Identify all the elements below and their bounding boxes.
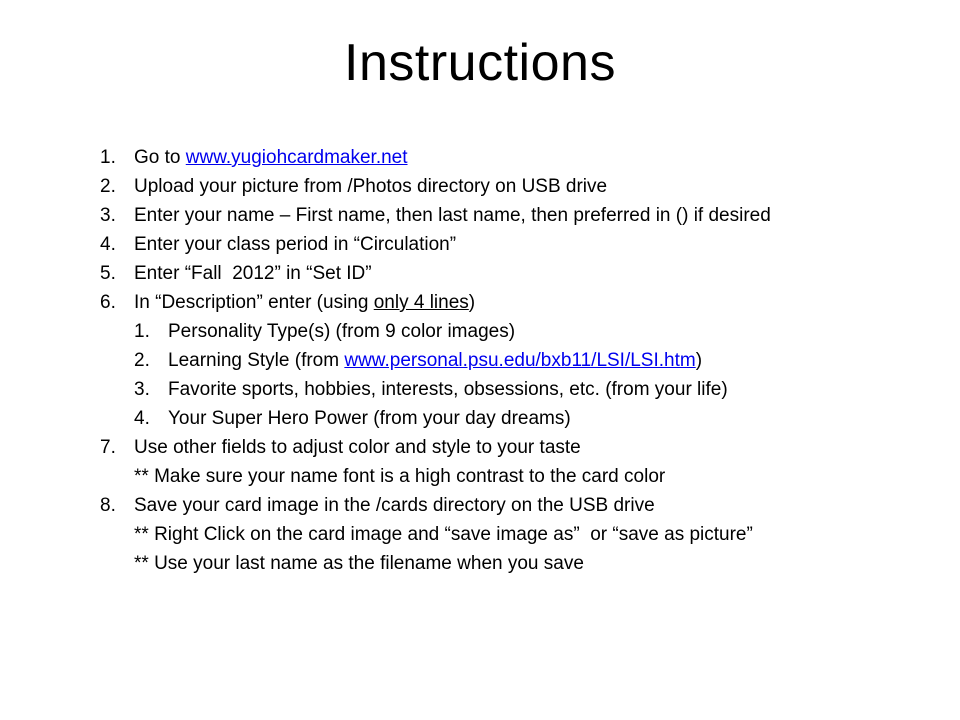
item-text-before: In “Description” enter (using — [134, 292, 374, 313]
subitem-text: Your Super Hero Power (from your day dreams) — [168, 408, 571, 429]
item-number: 1. — [100, 147, 116, 168]
item-number: 4. — [100, 234, 116, 255]
item-number: 3. — [100, 205, 116, 226]
list-item-6 — [100, 288, 900, 317]
list-item-1 — [100, 143, 900, 172]
subitem-number: 4. — [134, 408, 150, 429]
item-text — [100, 143, 900, 172]
slide-title: Instructions — [344, 34, 616, 92]
list-item-5 — [100, 259, 900, 288]
instructions-list — [100, 143, 900, 578]
item-text-after: ) — [468, 292, 476, 313]
sublist-item-4 — [134, 404, 900, 433]
subitem-text: Personality Type(s) (from 9 color images) — [168, 321, 516, 342]
sublist-item-2 — [134, 346, 900, 375]
item-number: 2. — [100, 176, 116, 197]
item-number: 5. — [100, 263, 116, 284]
list-item-4 — [100, 230, 900, 259]
subitem-text — [134, 346, 900, 375]
item-text: Enter “Fall 2012” in “Set ID” — [134, 263, 372, 284]
sublist — [100, 317, 900, 433]
subitem-text-before: Learning Style (from — [168, 350, 345, 371]
item-text: Save your card image in the /cards directory on the USB drive — [134, 495, 655, 516]
item-text — [100, 288, 900, 317]
item-note — [100, 462, 900, 491]
subitem-number: 2. — [134, 350, 150, 371]
list-item-8 — [100, 491, 900, 520]
list-item-7 — [100, 433, 900, 462]
sublist-item-1 — [134, 317, 900, 346]
item-note — [100, 520, 900, 549]
underlined-text: only 4 lines — [373, 292, 469, 313]
item-text: Upload your picture from /Photos directory on USB drive — [134, 176, 608, 197]
note-text: ** Use your last name as the filename when you save — [134, 553, 584, 574]
subitem-text: Favorite sports, hobbies, interests, obsessions, etc. (from your life) — [168, 379, 728, 400]
learning-style-link[interactable]: www.personal.psu.edu/bxb11/LSI/LSI.htm — [344, 350, 696, 371]
sublist-item-3 — [134, 375, 900, 404]
item-number: 8. — [100, 495, 116, 516]
note-text: ** Right Click on the card image and “save image as” or “save as picture” — [134, 524, 753, 545]
subitem-number: 1. — [134, 321, 150, 342]
item-text-before: Go to — [134, 147, 186, 168]
yugioh-card-maker-link[interactable]: www.yugiohcardmaker.net — [185, 147, 408, 168]
subitem-number: 3. — [134, 379, 150, 400]
item-text: Enter your name – First name, then last name, then preferred in () if desired — [134, 205, 771, 226]
item-number: 6. — [100, 292, 116, 313]
list-item-2 — [100, 172, 900, 201]
subitem-text-after: ) — [695, 350, 703, 371]
note-text: ** Make sure your name font is a high contrast to the card color — [134, 466, 666, 487]
item-number: 7. — [100, 437, 116, 458]
list-item-3 — [100, 201, 900, 230]
item-text: Use other fields to adjust color and style to your taste — [134, 437, 581, 458]
item-text: Enter your class period in “Circulation” — [134, 234, 457, 255]
item-note — [100, 549, 900, 578]
